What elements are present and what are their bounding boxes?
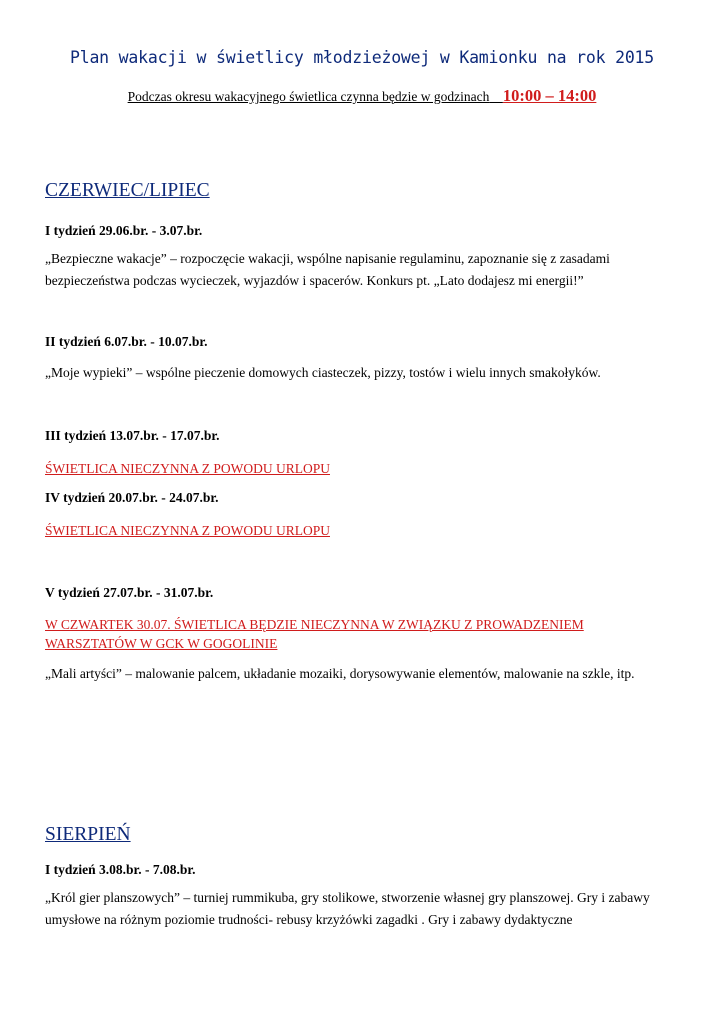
week-1-description: „Bezpieczne wakacje” – rozpoczęcie wakacji, wspólne napisanie regulaminu, zapoznanie się z zasadami bezpieczeństwa podczas wycieczek, wyjazdów i spacerów. Konkurs pt. „Lato dodajesz mi energii!”: [45, 251, 610, 288]
week-5-description: „Mali artyści” – malowanie palcem, układanie mozaiki, dorysowywanie elementów, malowanie na szkle, itp.: [45, 666, 635, 681]
section-title-june-july: CZERWIEC/LIPIEC: [45, 180, 210, 201]
august-week-1-label: I tydzień 3.08.br. - 7.08.br.: [45, 862, 196, 877]
week-5-label: V tydzień 27.07.br. - 31.07.br.: [45, 585, 214, 600]
section-title-august: SIERPIEŃ: [45, 824, 131, 845]
opening-hours-line: [0, 86, 724, 106]
week-3-notice: ŚWIETLICA NIECZYNNA Z POWODU URLOPU: [45, 461, 330, 476]
document-title: Plan wakacji w świetlicy młodzieżowej w Kamionku na rok 2015: [69, 48, 655, 67]
august-week-1-description: „Król gier planszowych” – turniej rummikuba, gry stolikowe, stworzenie własnej gry planszowej. Gry i zabawy umysłowe na różnym poziomie trudności- rebusy krzyżówki zagadki . Gry i zabawy dydaktyczne: [45, 890, 650, 927]
week-3-label: III tydzień 13.07.br. - 17.07.br.: [45, 428, 220, 443]
week-1-label: I tydzień 29.06.br. - 3.07.br.: [45, 223, 203, 238]
week-2-description: „Moje wypieki” – wspólne pieczenie domowych ciasteczek, pizzy, tostów i wielu innych smakołyków.: [45, 365, 601, 380]
opening-hours-intro: Podczas okresu wakacyjnego świetlica czynna będzie w godzinach: [127, 89, 490, 104]
week-2-label: II tydzień 6.07.br. - 10.07.br.: [45, 334, 208, 349]
week-4-label: IV tydzień 20.07.br. - 24.07.br.: [45, 490, 219, 505]
week-4-notice: ŚWIETLICA NIECZYNNA Z POWODU URLOPU: [45, 523, 330, 538]
opening-hours: 10:00 – 14:00: [502, 86, 597, 105]
week-5-notice: W CZWARTEK 30.07. ŚWIETLICA BĘDZIE NIECZYNNA W ZWIĄZKU Z PROWADZENIEM WARSZTATÓW W GCK W GOGOLINIE: [45, 617, 584, 651]
